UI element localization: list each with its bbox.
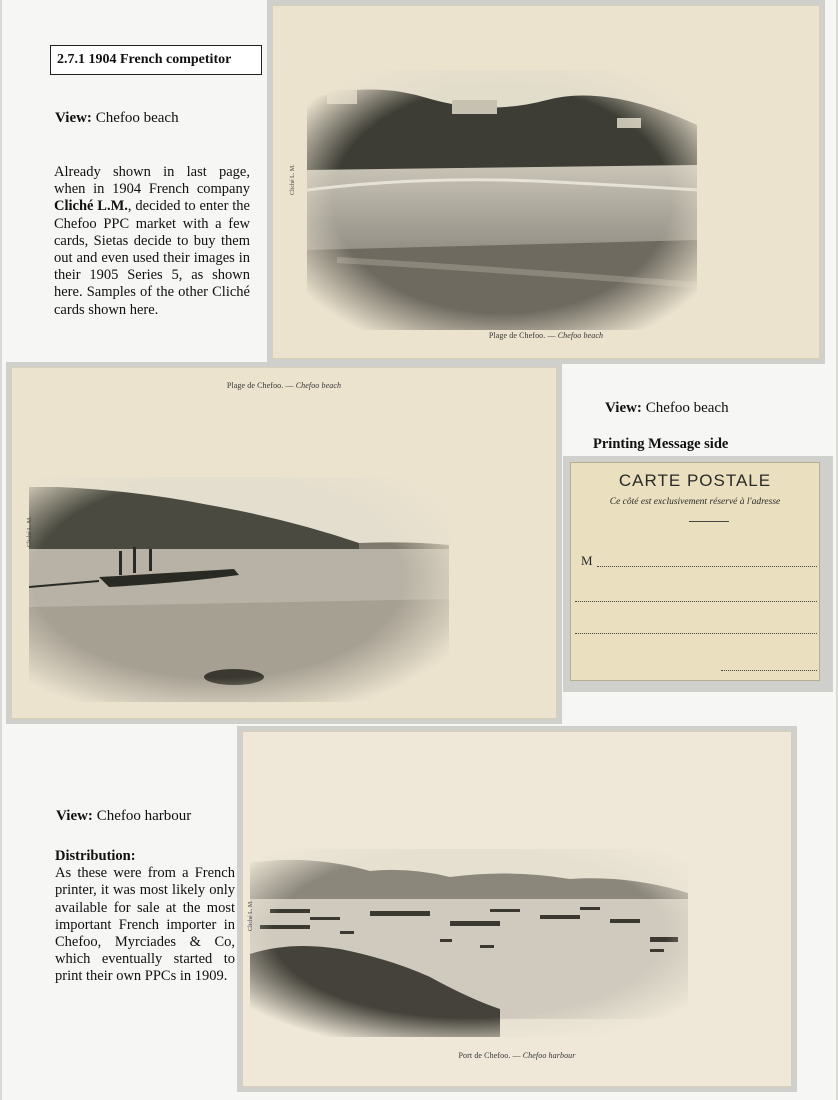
address-line-2 xyxy=(575,601,817,602)
photo-chefoo-beach-1 xyxy=(307,70,697,330)
caption-fr: Plage de Chefoo. — xyxy=(488,331,556,340)
photo-chefoo-harbour xyxy=(250,849,688,1037)
address-line-1 xyxy=(597,566,817,567)
caption-en: Chefoo beach xyxy=(557,331,604,340)
caption-en: Chefoo beach xyxy=(295,381,342,390)
distribution-label: Distribution: xyxy=(55,848,136,864)
postcard-mount-2 xyxy=(6,362,562,724)
intro-text-b: , decided to enter the Chefoo PPC market with a few cards, Sietas decide to buy them out and even used their images in their 1905 Series 5, as shown here. Samples of the other Cliché cards shown here. xyxy=(54,198,250,318)
address-line-3 xyxy=(575,633,817,634)
postcard-1 xyxy=(272,5,820,359)
page-edge-left xyxy=(0,0,2,1100)
view-line-1 xyxy=(55,110,179,127)
view-label: View: xyxy=(56,808,93,824)
intro-text-a: Already shown in last page, when in 1904 French company xyxy=(54,164,250,198)
cliche-mark-2: Cliché L. M. xyxy=(27,516,33,547)
postcard-2 xyxy=(11,367,557,719)
carte-postale-mount xyxy=(563,456,833,692)
divider-line xyxy=(689,521,729,522)
postcard-1-caption xyxy=(272,331,820,340)
postcard-mount-3 xyxy=(237,726,797,1092)
address-line-4 xyxy=(721,670,817,671)
view-value: Chefoo beach xyxy=(645,400,729,416)
view-label: View: xyxy=(55,110,92,126)
printing-label: Printing Message side xyxy=(593,436,729,452)
cliche-mark-1: Cliché L. M. xyxy=(290,164,296,195)
photo-chefoo-beach-2 xyxy=(29,477,449,702)
section-heading: 2.7.1 1904 French competitor xyxy=(50,45,262,75)
distribution-paragraph xyxy=(55,848,235,986)
postcard-3-caption xyxy=(242,1051,792,1060)
postcard-2-caption xyxy=(11,381,557,390)
address-m-label: M xyxy=(581,553,593,568)
view-value: Chefoo beach xyxy=(95,110,179,126)
intro-paragraph xyxy=(54,164,250,319)
caption-fr: Port de Chefoo. — xyxy=(458,1051,521,1060)
caption-fr: Plage de Chefoo. — xyxy=(226,381,294,390)
carte-postale-title: CARTE POSTALE xyxy=(618,471,772,490)
view-line-2 xyxy=(605,400,729,417)
distribution-text: As these were from a French printer, it was most likely only available for sale at the most important French importer in Chefoo, Myrciades & Co, which eventually started to print their own PPCs in 1909. xyxy=(55,865,235,985)
postcard-mount-1 xyxy=(267,0,825,364)
view-label: View: xyxy=(605,400,642,416)
cliche-mark-3: Cliché L. M. xyxy=(248,900,254,931)
carte-postale-card xyxy=(570,462,820,681)
carte-postale-subtitle: Ce côté est exclusivement réservé à l'adresse xyxy=(609,497,781,507)
view-line-3 xyxy=(56,808,191,825)
view-value: Chefoo harbour xyxy=(96,808,192,824)
postcard-3 xyxy=(242,731,792,1087)
caption-en: Chefoo harbour xyxy=(522,1051,576,1060)
intro-text-bold: Cliché L.M. xyxy=(54,198,128,215)
